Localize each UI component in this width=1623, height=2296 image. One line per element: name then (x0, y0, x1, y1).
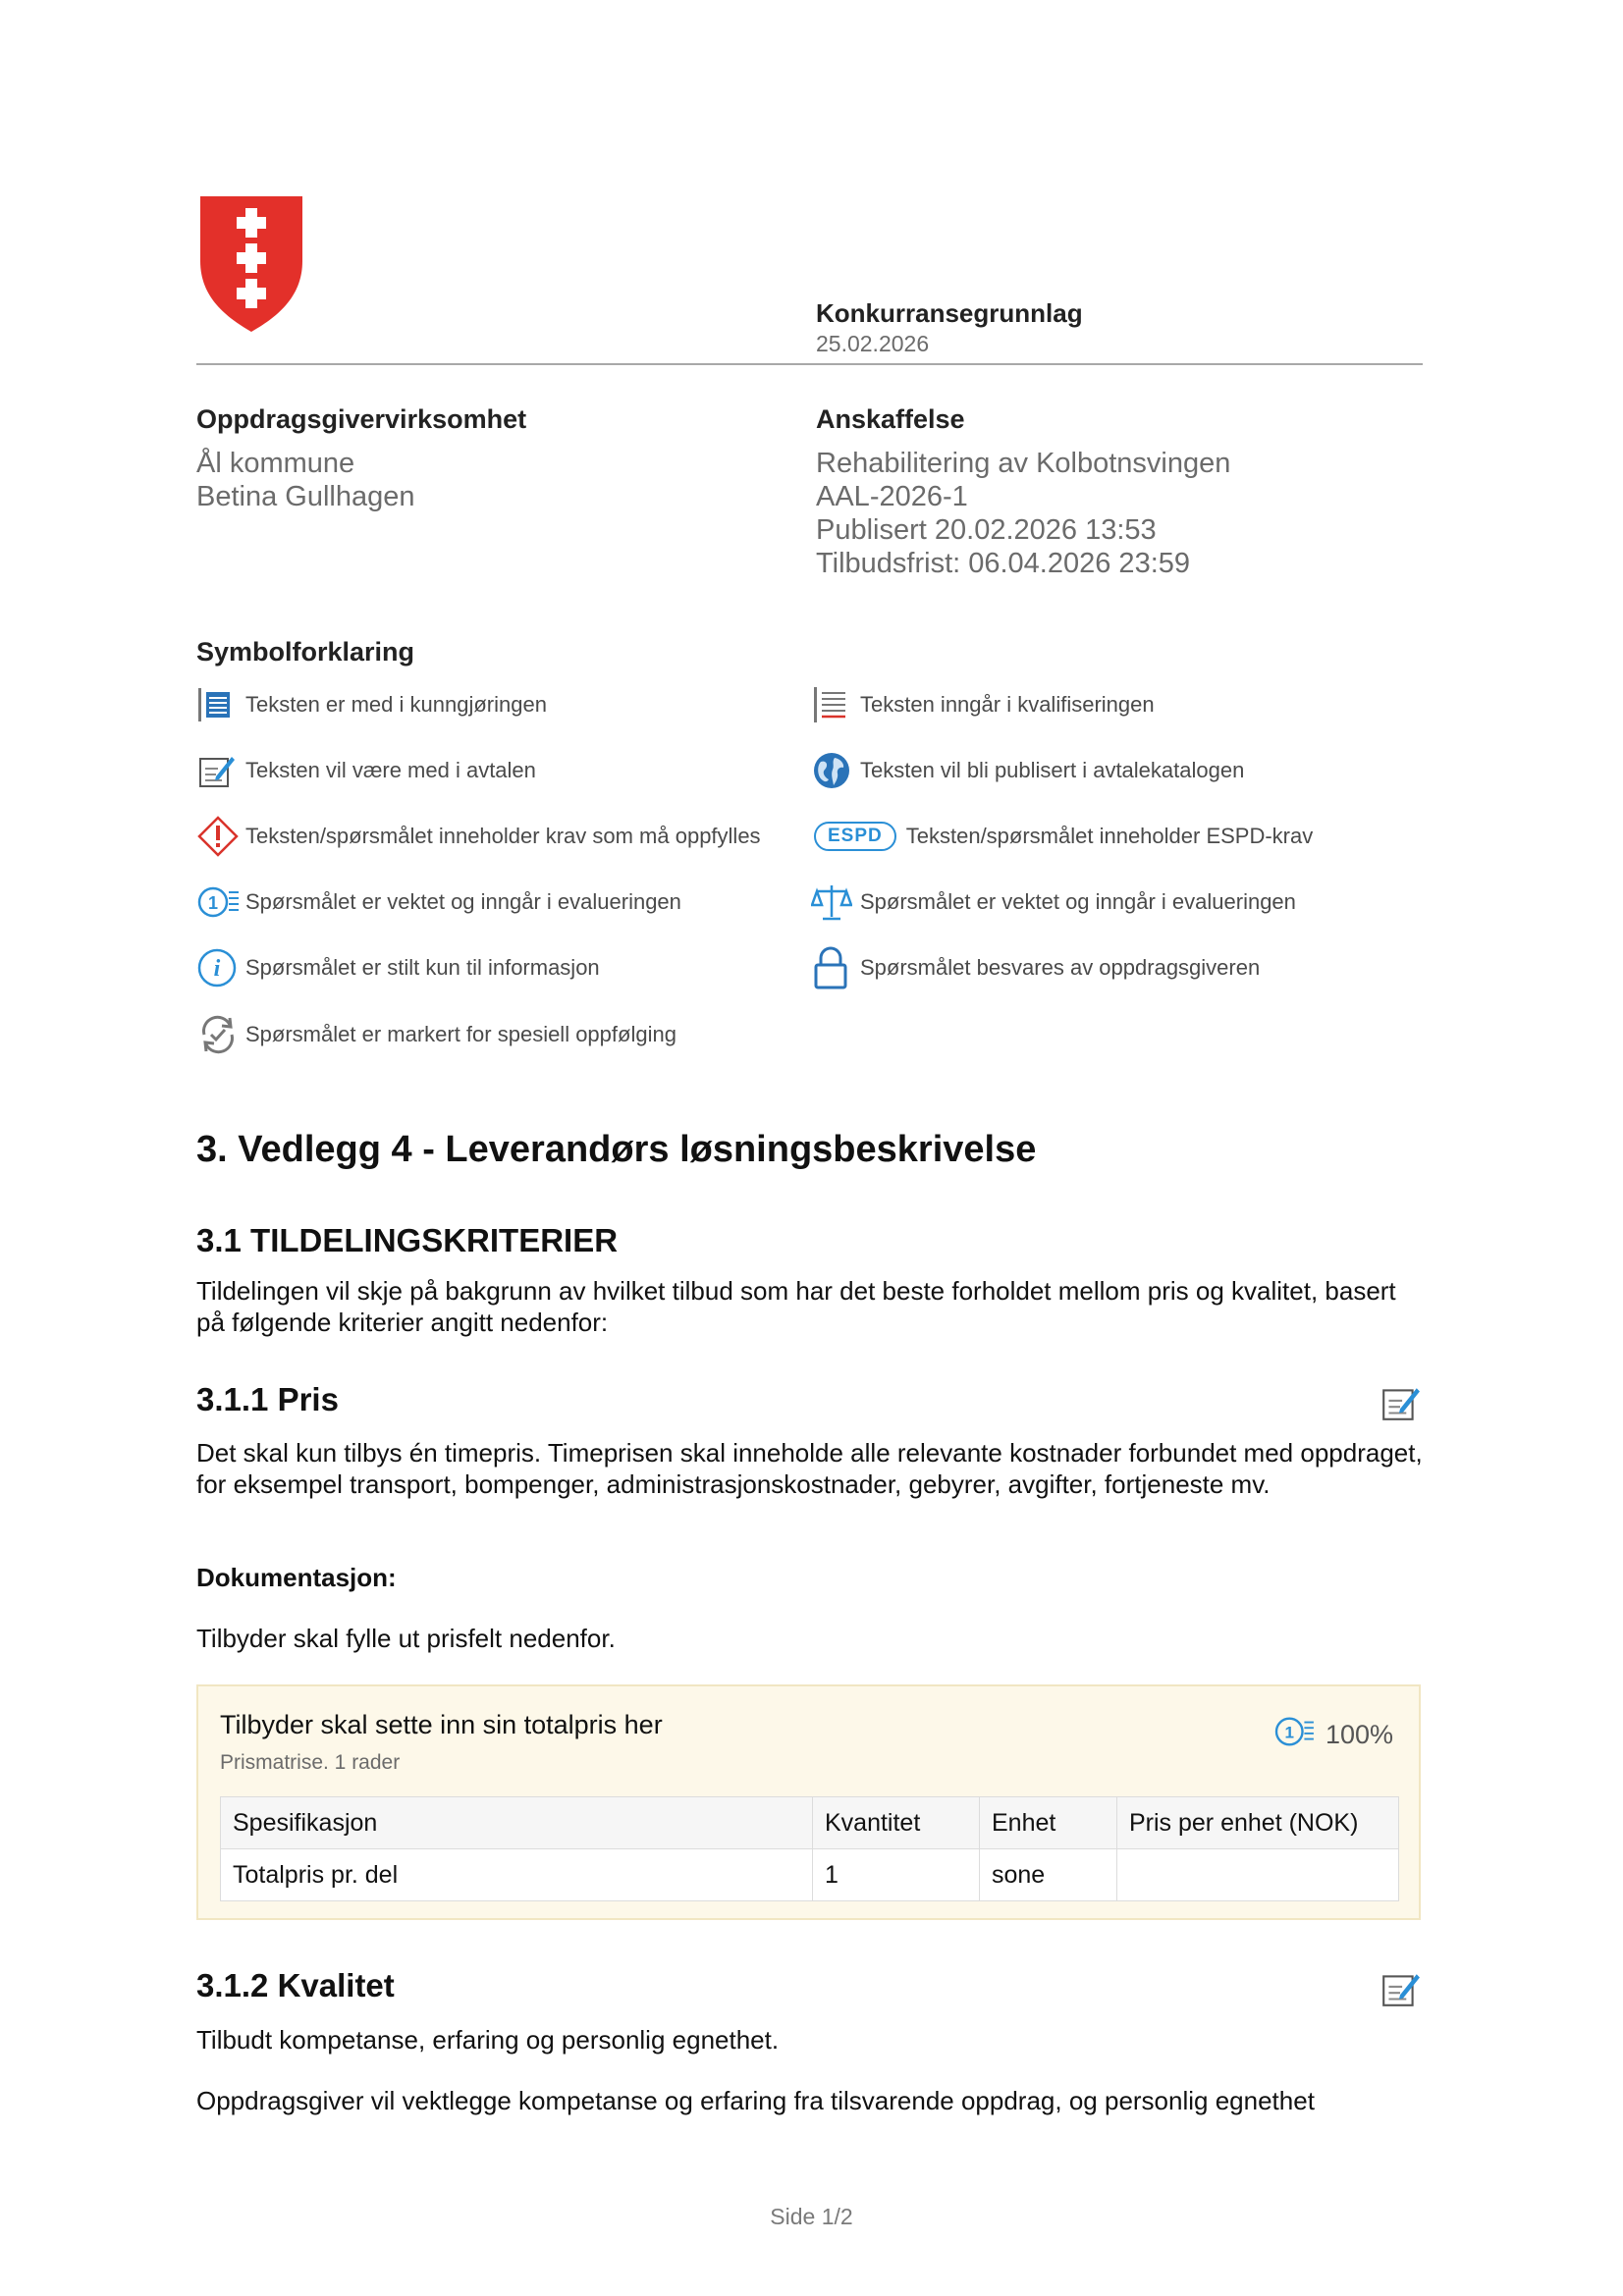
legend-item (814, 815, 1313, 858)
client-block (196, 404, 526, 513)
legend-item (196, 881, 681, 924)
quality-text: Tilbudt kompetanse, erfaring og personlig egnethet. (196, 2025, 780, 2055)
legend-item (811, 881, 1296, 924)
price-matrix-title: Tilbyder skal sette inn sin totalpris her (220, 1710, 663, 1739)
legend-item (811, 946, 1260, 989)
client-heading: Oppdragsgivervirksomhet (196, 404, 527, 434)
legend-item (811, 683, 1155, 726)
quality-text-2: Oppdragsgiver vil vektlegge kompetanse og erfaring fra tilsvarende oppdrag, og personlig egnethet (196, 2086, 1315, 2115)
quality-heading: 3.1.2 Kvalitet (196, 1967, 395, 2003)
contract-icon (1380, 1382, 1421, 1428)
procurement-id: AAL-2026-1 (816, 481, 968, 512)
document-title: Konkurransegrunnlag (816, 298, 1083, 328)
announcement-icon (196, 683, 245, 726)
price-heading: 3.1.1 Pris (196, 1381, 339, 1417)
legend-text: Teksten vil være med i avtalen (245, 758, 536, 782)
globe-icon (811, 749, 860, 792)
price-description: Det skal kun tilbys én timepris. Timeprisen skal inneholde alle relevante kostnader forbundet med oppdraget, for eksempel transport, bompenger, administrasjonskostnader, gebyrer, avgifter, fortjeneste mv. (196, 1438, 1423, 1499)
procurement-name: Rehabilitering av Kolbotnsvingen (816, 448, 1231, 479)
legend-item (196, 1013, 676, 1056)
weight-value: 100% (1325, 1720, 1393, 1749)
legend-text: Teksten vil bli publisert i avtalekatalogen (860, 758, 1245, 782)
lock-icon (811, 946, 860, 989)
price-table (220, 1796, 1399, 1901)
legend-item (196, 683, 547, 726)
municipality-crest-logo (196, 192, 310, 336)
legend-text: Spørsmålet er stilt kun til informasjon (245, 955, 600, 980)
evaluation-weight (1272, 1714, 1393, 1756)
weighted-evaluation-icon (1272, 1714, 1316, 1756)
document-date: 25.02.2026 (816, 331, 930, 356)
subsection-title: 3.1 TILDELINGSKRITERIER (196, 1222, 619, 1258)
legend-text: Spørsmålet er vektet og inngår i evalueringen (860, 889, 1296, 914)
legend-text: Teksten inngår i kvalifiseringen (860, 692, 1155, 717)
legend-text: Spørsmålet er vektet og inngår i evalueringen (245, 889, 681, 914)
contract-icon (1380, 1968, 1421, 2014)
price-matrix-subtitle: Prismatrise. 1 rader (220, 1751, 401, 1774)
price-matrix-card (196, 1684, 1421, 1920)
table-header-row (221, 1797, 1399, 1849)
price-input-cell[interactable] (1117, 1849, 1399, 1901)
legend-item (811, 749, 1244, 792)
table-cell: Totalpris pr. del (221, 1849, 813, 1901)
svg-text:i: i (213, 956, 221, 982)
column-header: Spesifikasjon (221, 1797, 813, 1849)
documentation-text: Tilbyder skal fylle ut prisfelt nedenfor. (196, 1624, 616, 1653)
requirement-warning-icon (196, 815, 245, 858)
subsection-text: Tildelingen vil skje på bakgrunn av hvilket tilbud som har det beste forholdet mellom pris og kvalitet, basert på følgende kriterier angitt nedenfor: (196, 1276, 1396, 1337)
legend-text: Spørsmålet er markert for spesiell oppfølging (245, 1022, 676, 1046)
procurement-block (816, 404, 1230, 580)
section-title: 3. Vedlegg 4 - Leverandørs løsningsbeskrivelse (196, 1129, 1037, 1170)
column-header: Enhet (980, 1797, 1117, 1849)
legend-text: Teksten/spørsmålet inneholder krav som må oppfylles (245, 824, 761, 848)
procurement-deadline: Tilbudsfrist: 06.04.2026 23:59 (816, 548, 1191, 579)
legend-text: Teksten er med i kunngjøringen (245, 692, 547, 717)
page-number: Side 1/2 (770, 2204, 853, 2229)
espd-badge-icon: ESPD (814, 822, 896, 851)
column-header: Pris per enhet (NOK) (1117, 1797, 1399, 1849)
procurement-published: Publisert 20.02.2026 13:53 (816, 514, 1157, 546)
svg-text:1: 1 (1284, 1723, 1294, 1742)
scales-icon (811, 881, 860, 924)
legend-text: Spørsmålet besvares av oppdragsgiveren (860, 955, 1261, 980)
column-header: Kvantitet (813, 1797, 980, 1849)
legend-text: Teksten/spørsmålet inneholder ESPD-krav (905, 824, 1314, 848)
table-cell: 1 (813, 1849, 980, 1901)
table-cell: sone (980, 1849, 1117, 1901)
client-contact: Betina Gullhagen (196, 481, 415, 512)
legend-item (196, 815, 761, 858)
client-name: Ål kommune (196, 448, 355, 479)
qualification-icon (811, 683, 860, 726)
followup-icon (196, 1013, 245, 1056)
documentation-label: Dokumentasjon: (196, 1563, 397, 1592)
legend-title: Symbolforklaring (196, 637, 415, 667)
procurement-heading: Anskaffelse (816, 404, 965, 434)
svg-text:1: 1 (207, 893, 219, 913)
legend-item (196, 749, 536, 792)
table-row (221, 1849, 1399, 1901)
info-icon (196, 946, 245, 989)
legend-item (196, 946, 600, 989)
contract-icon (196, 749, 245, 792)
header-divider (196, 363, 1423, 365)
weighted-evaluation-icon (196, 881, 245, 924)
